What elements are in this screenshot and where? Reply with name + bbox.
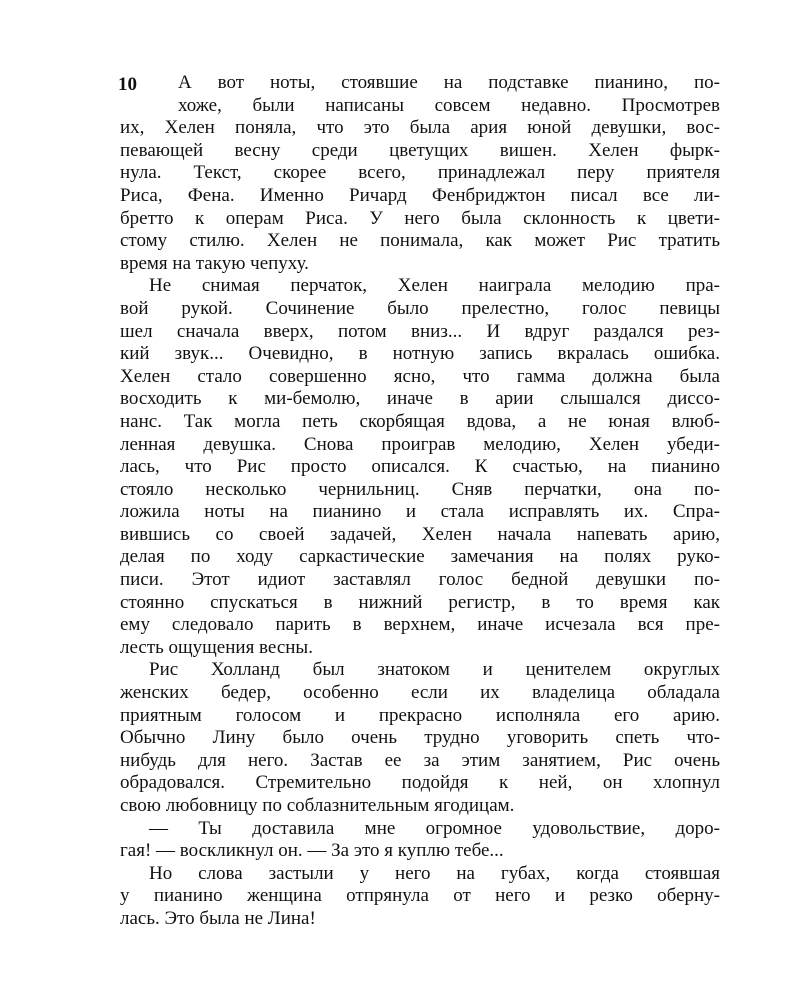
text-line: писи. Этот идиот заставлял голос бедной девушки по-	[120, 569, 720, 591]
text-line: нула. Текст, скорее всего, принадлежал перу приятеля	[120, 162, 720, 184]
text-line: восходить к ми-бемолю, иначе в арии слышался диссо-	[120, 388, 720, 410]
text-line: приятным голосом и прекрасно исполняла его арию.	[120, 704, 720, 726]
text-line: Не снимая перчаток, Хелен наиграла мелодию пра-	[149, 275, 720, 297]
text-line: лесть ощущения весны.	[120, 636, 313, 658]
text-line: вой рукой. Сочинение было прелестно, голос певицы	[120, 297, 720, 319]
text-line: стояло несколько чернильниц. Сняв перчатки, она по-	[120, 478, 720, 500]
text-line: обрадовался. Стремительно подойдя к ней, он хлопнул	[120, 772, 720, 794]
text-line: Хелен стало совершенно ясно, что гамма должна была	[120, 365, 720, 387]
text-line: нанс. Так могла петь скорбящая вдова, а не юная влюб-	[120, 410, 720, 432]
text-line: время на такую чепуху.	[120, 252, 309, 274]
text-line: свою любовницу по соблазнительным ягодицам.	[120, 795, 515, 816]
text-line: ложила ноты на пианино и стала исправлять их. Спра-	[120, 501, 720, 523]
text-line: у пианино женщина отпрянула от него и резко оберну-	[120, 885, 720, 907]
text-line: Рис Холланд был знатоком и ценителем округлых	[149, 659, 720, 681]
text-line: Но слова застыли у него на губах, когда стоявшая	[149, 862, 720, 884]
text-line: — Ты доставила мне огромное удовольствие, доро-	[149, 817, 720, 839]
text-line: женских бедер, особенно если их владелица обладала	[120, 682, 720, 704]
text-line: ему следовало парить в верхнем, иначе исчезала вся пре-	[120, 614, 720, 636]
page-text	[120, 72, 720, 931]
text-line: хоже, были написаны совсем недавно. Просмотрев	[178, 94, 720, 116]
text-line: Риса, Фена. Именно Ричард Фенбриджтон писал все ли-	[120, 184, 720, 206]
text-line: стому стилю. Хелен не понимала, как может Рис тратить	[120, 230, 720, 252]
text-line: кий звук... Очевидно, в нотную запись вкралась ошибка.	[120, 343, 720, 365]
text-line: А вот ноты, стоявшие на подставке пианино, по-	[178, 72, 720, 93]
text-line: Обычно Лину было очень трудно уговорить спеть что-	[120, 727, 720, 749]
text-line: гая! — воскликнул он. — За это я куплю тебе...	[120, 840, 504, 862]
text-line: делая по ходу саркастические замечания на полях руко-	[120, 546, 720, 568]
text-line: шел сначала вверх, потом вниз... И вдруг раздался рез-	[120, 320, 720, 342]
text-line: стоянно спускаться в нижний регистр, в то время как	[120, 591, 720, 613]
text-line: их, Хелен поняла, что это была ария юной девушки, вос-	[120, 117, 720, 139]
text-line: бретто к операм Риса. У него была склонность к цвети-	[120, 207, 720, 229]
text-line: певающей весну среди цветущих вишен. Хелен фырк-	[120, 139, 720, 161]
text-line: лась. Это была не Лина!	[120, 907, 316, 929]
text-line: вившись со своей задачей, Хелен начала напевать арию,	[120, 523, 720, 545]
text-line: лась, что Рис просто описался. К счастью, на пианино	[120, 456, 720, 478]
text-line: нибудь для него. Застав ее за этим занятием, Рис очень	[120, 749, 720, 771]
text-line: ленная девушка. Снова проиграв мелодию, Хелен убеди-	[120, 433, 720, 455]
page-number: 10	[118, 74, 137, 95]
